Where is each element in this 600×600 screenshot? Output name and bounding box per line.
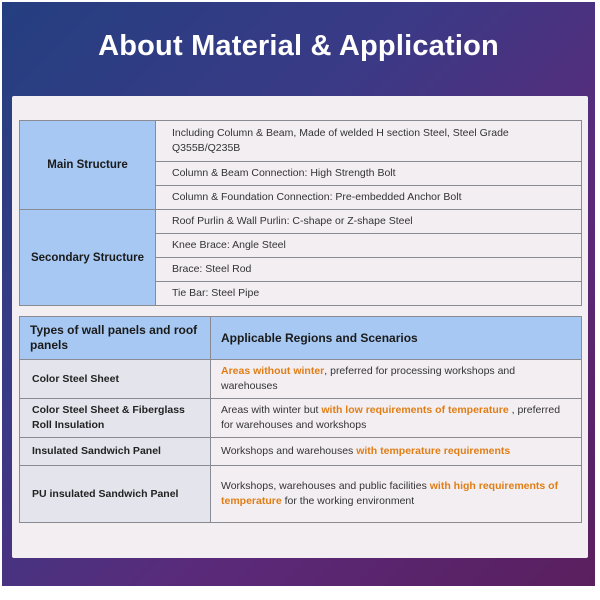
banner-background [2, 2, 595, 586]
scenario-text: Areas with winter but [221, 404, 322, 416]
panel-scenario [211, 438, 582, 466]
column-header: Applicable Regions and Scenarios [211, 317, 582, 360]
table-row [20, 360, 582, 399]
scenario-text: , preferred for warehouses and workshops [221, 404, 561, 431]
panel-type: PU insulated Sandwich Panel [20, 466, 211, 523]
table-row [20, 466, 582, 523]
scenario-text: , preferred for processing workshops and warehouses [221, 365, 516, 392]
group-label: Secondary Structure [20, 210, 156, 306]
scenario-highlight: with temperature requirements [356, 445, 511, 457]
structure-item: Column & Foundation Connection: Pre-embedded Anchor Bolt [156, 186, 582, 210]
panel-type: Insulated Sandwich Panel [20, 438, 211, 466]
structure-item: Knee Brace: Angle Steel [156, 234, 582, 258]
scenario-highlight: with high requirements of temperature [221, 480, 559, 507]
scenario-highlight: with low requirements of temperature [321, 404, 509, 416]
panel-table [19, 316, 582, 523]
group-label: Main Structure [20, 121, 156, 210]
column-header: Types of wall panels and roof panels [20, 317, 211, 360]
panel-scenario [211, 466, 582, 523]
structure-item: Roof Purlin & Wall Purlin: C-shape or Z-shape Steel [156, 210, 582, 234]
scenario-highlight: Areas without winter [221, 365, 325, 377]
table-row [20, 438, 582, 466]
table-row [20, 399, 582, 438]
page-title: About Material & Application [98, 30, 499, 62]
panel-scenario [211, 360, 582, 399]
structure-item: Including Column & Beam, Made of welded H section Steel, Steel Grade Q355B/Q235B [156, 121, 582, 162]
structure-item: Column & Beam Connection: High Strength Bolt [156, 162, 582, 186]
scenario-text: Workshops and warehouses [221, 445, 357, 457]
scenario-text: for the working environment [281, 495, 415, 507]
panel-scenario [211, 399, 582, 438]
content-card [12, 96, 588, 558]
structure-table [19, 120, 582, 306]
panel-type: Color Steel Sheet & Fiberglass Roll Insulation [20, 399, 211, 438]
structure-item: Brace: Steel Rod [156, 258, 582, 282]
scenario-text: Workshops, warehouses and public facilities [221, 480, 430, 492]
panel-type: Color Steel Sheet [20, 360, 211, 399]
structure-item: Tie Bar: Steel Pipe [156, 282, 582, 306]
